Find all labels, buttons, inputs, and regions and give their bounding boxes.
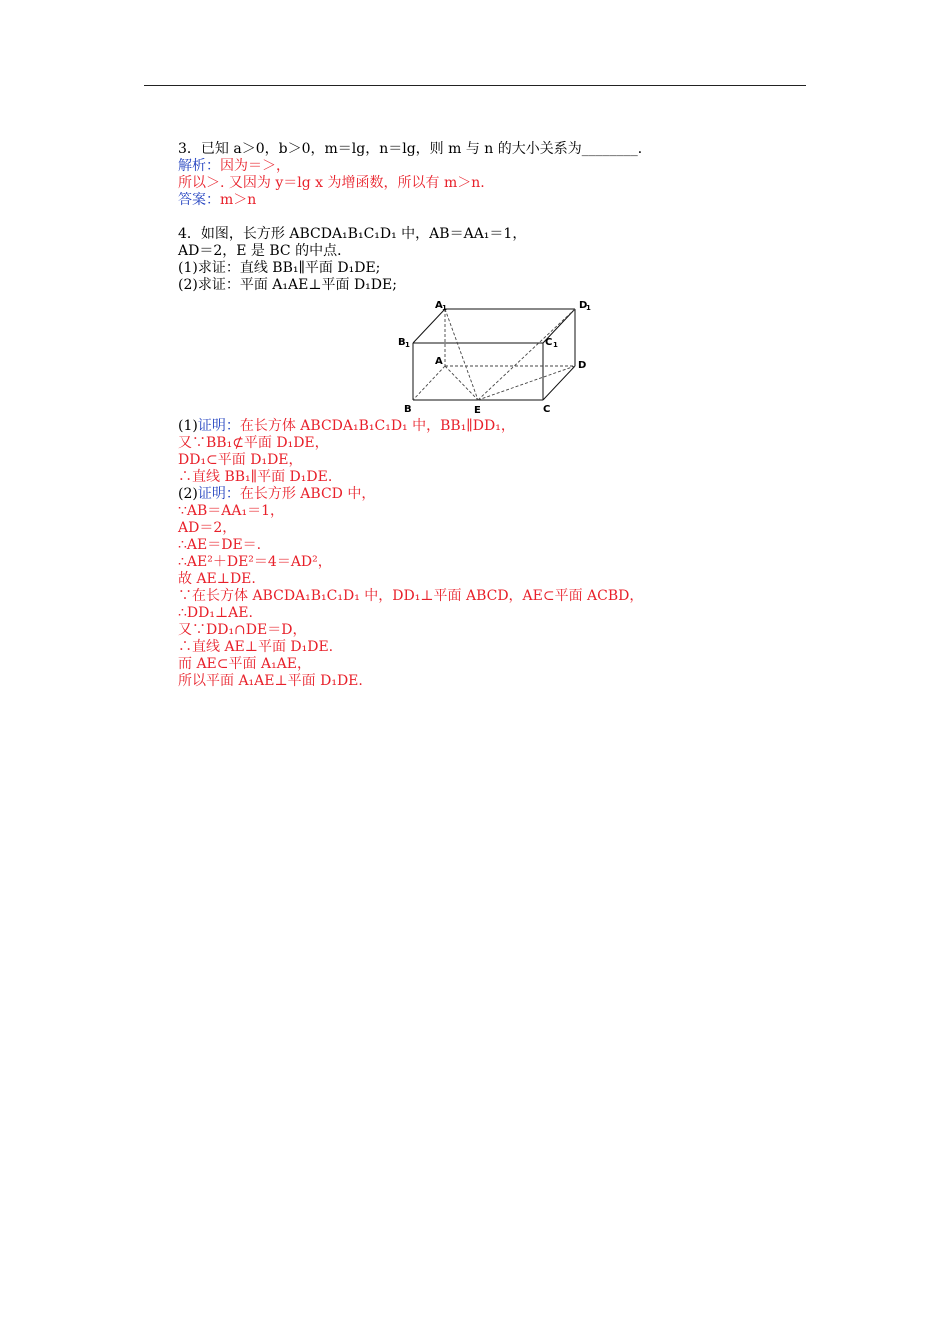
label-a: A: [435, 356, 443, 367]
sol-line-10: 故 AE⊥DE.: [178, 571, 256, 587]
sol-line-4: ∴直线 BB₁∥平面 D₁DE.: [178, 469, 333, 485]
label-b: B: [404, 404, 412, 415]
sol-line-5: [178, 486, 798, 503]
edge-b1a1: [413, 309, 445, 343]
sol-line-13: 又∵DD₁∩DE＝D，: [178, 622, 307, 638]
document-body: [178, 141, 798, 690]
sol-1-text: 在长方体 ABCDA₁B₁C₁D₁ 中，BB₁∥DD₁，: [239, 418, 515, 434]
q4-stem-2: AD＝2，E 是 BC 的中点．: [178, 243, 352, 259]
segment-d1e: [478, 309, 575, 400]
sol-line-8: ∴AE＝DE＝.: [178, 537, 262, 553]
sol-line-7: AD＝2，: [178, 520, 237, 536]
segment-a1e: [445, 309, 478, 400]
label-d: D: [578, 360, 587, 371]
sol-line-2: 又∵BB₁⊄平面 D₁DE，: [178, 435, 329, 451]
sol-1-label: 证明：: [197, 418, 240, 434]
label-c1: C: [545, 337, 553, 348]
sol-line-1: [178, 418, 798, 435]
q3-question: 3．已知 a＞0，b＞0，m＝lg，n＝lg，则 m 与 n 的大小关系为________．: [178, 141, 652, 157]
sol-line-9: ∴AE²＋DE²＝4＝AD²，: [178, 554, 332, 570]
label-d1: D: [579, 300, 588, 311]
header-rule: [144, 85, 806, 86]
label-a1: A: [435, 300, 443, 311]
q3-answer: [178, 192, 798, 209]
sol-line-11: ∵在长方体 ABCDA₁B₁C₁D₁ 中，DD₁⊥平面 ABCD，AE⊂平面 ACBD，: [178, 588, 644, 604]
sol-5-text: 在长方形 ABCD 中，: [239, 486, 376, 502]
segment-de: [478, 366, 575, 400]
sol-line-12: ∴DD₁⊥AE.: [178, 605, 253, 621]
sol-line-6: ∵AB＝AA₁＝1，: [178, 503, 285, 519]
q4-stem-1: 4．如图，长方形 ABCDA₁B₁C₁D₁ 中，AB＝AA₁＝1，: [178, 226, 527, 242]
sol-5-prefix: (2): [178, 486, 198, 502]
cuboid-figure: [398, 300, 618, 418]
label-c: C: [543, 404, 551, 415]
sol-line-15: 而 AE⊂平面 A₁AE，: [178, 656, 312, 672]
label-b1-sub: 1: [405, 341, 410, 349]
q3-analysis-line2: 所以＞. 又因为 y＝lg x 为增函数，所以有 m＞n.: [178, 175, 485, 191]
segment-ae: [445, 366, 478, 400]
q3-analysis: [178, 158, 798, 175]
label-b1: B: [398, 337, 406, 348]
q3-answer-label: 答案：: [178, 192, 220, 208]
q3-analysis-text: 因为＝＞，: [220, 158, 290, 174]
label-c1-sub: 1: [553, 341, 558, 349]
q3-answer-text: m＞n: [220, 192, 257, 208]
sol-1-prefix: (1): [178, 418, 198, 434]
sol-line-14: ∴直线 AE⊥平面 D₁DE.: [178, 639, 334, 655]
q3-analysis-label: 解析：: [178, 158, 220, 174]
edge-dc: [543, 366, 575, 400]
cuboid-diagram: [398, 300, 618, 418]
sol-line-16: 所以平面 A₁AE⊥平面 D₁DE.: [178, 673, 363, 689]
label-d1-sub: 1: [586, 304, 591, 312]
sol-line-3: DD₁⊂平面 D₁DE，: [178, 452, 303, 468]
q4-part1: (1)求证：直线 BB₁∥平面 D₁DE;: [178, 260, 381, 276]
edge-ab: [413, 366, 445, 400]
sol-5-label: 证明：: [197, 486, 240, 502]
q4-part2: (2)求证：平面 A₁AE⊥平面 D₁DE;: [178, 277, 397, 293]
label-a1-sub: 1: [442, 304, 447, 312]
label-e: E: [474, 405, 481, 416]
